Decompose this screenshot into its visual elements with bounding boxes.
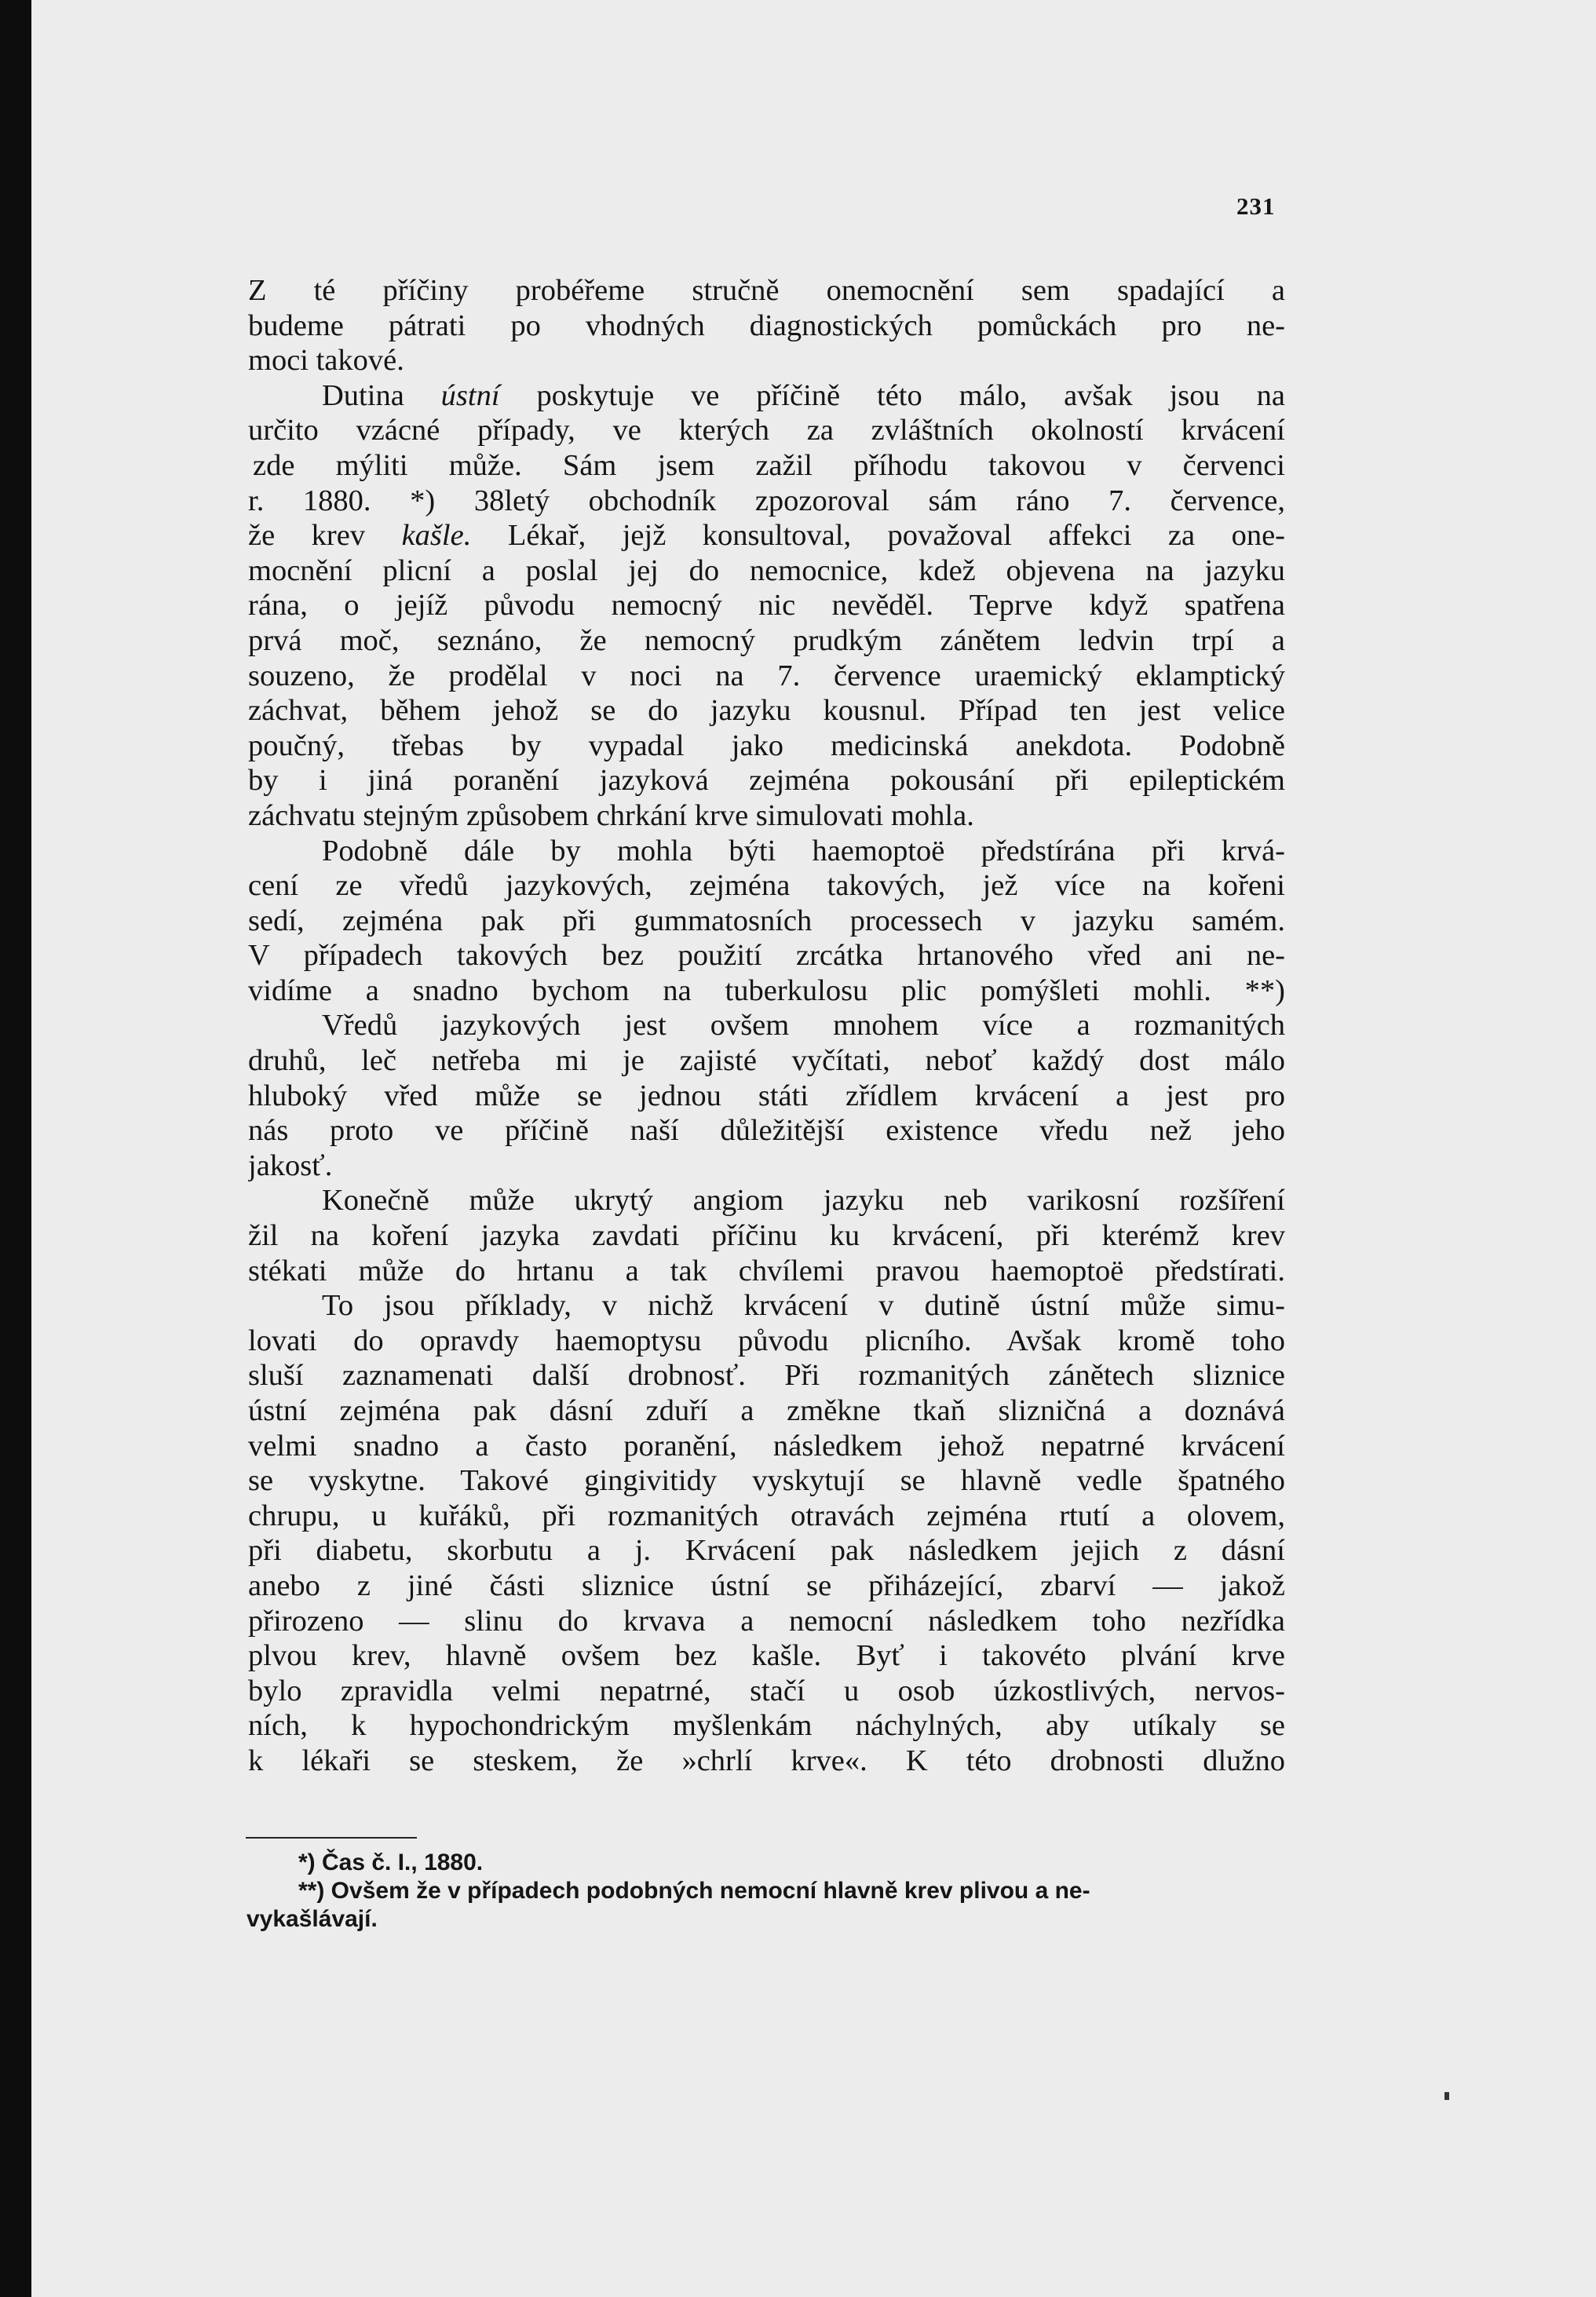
text-line: poučný, třebas by vypadal jako medicinská anekdota. Podobně bbox=[248, 729, 1285, 762]
text-line: Vředů jazykových jest ovšem mnohem více a rozmanitých bbox=[322, 1009, 1285, 1043]
footnote-rule bbox=[246, 1837, 417, 1839]
text-line: lovati do opravdy haemoptysu původu plicního. Avšak kromě toho bbox=[248, 1324, 1285, 1357]
text-fragment: Lékař, jejž konsultoval, považoval affekci za one- bbox=[507, 519, 1285, 553]
text-fragment: že krev bbox=[248, 519, 366, 553]
text-line: jakosť. bbox=[248, 1148, 333, 1182]
text-line: stékati může do hrtanu a tak chvílemi pravou haemoptoë předstírati. bbox=[248, 1254, 1285, 1287]
text-fragment: Dutina bbox=[322, 378, 404, 412]
text-line: rána, o jejíž původu nemocný nic nevěděl. Teprve když spatřena bbox=[248, 589, 1285, 623]
text-line: určito vzácné případy, ve kterých za zvláštních okolností krvácení bbox=[248, 414, 1285, 447]
text-line: sluší zaznamenati další drobnosť. Při rozmanitých zánětech sliznice bbox=[248, 1359, 1285, 1393]
text-line: záchvat, během jehož se do jazyku kousnul. Případ ten jest velice bbox=[248, 694, 1285, 728]
text-line: druhů, leč netřeba mi je zajisté vyčítati, neboť každý dost málo bbox=[248, 1044, 1285, 1078]
text-line: žil na koření jazyka zavdati příčinu ku krvácení, při kterémž krev bbox=[248, 1219, 1285, 1253]
text-line: záchvatu stejným způsobem chrkání krve simulovati mohla. bbox=[248, 798, 974, 832]
text-line: budeme pátrati po vhodných diagnostických pomůckách pro ne- bbox=[248, 309, 1285, 342]
page-number: 231 bbox=[1236, 192, 1276, 220]
text-line: přirozeno — slinu do krvava a nemocní následkem toho nezřídka bbox=[248, 1604, 1285, 1638]
footnote: **) Ovšem že v případech podobných nemocní hlavně krev plivou a ne- bbox=[298, 1878, 1090, 1904]
text-line: souzeno, že prodělal v noci na 7. července uraemický eklamptický bbox=[248, 659, 1285, 692]
text-line: se vyskytne. Takové gingivitidy vyskytují se hlavně vedle špatného bbox=[248, 1464, 1285, 1498]
text-line: Konečně může ukrytý angiom jazyku neb varikosní rozšíření bbox=[322, 1184, 1285, 1218]
text-line: vidíme a snadno bychom na tuberkulosu plic pomýšleti mohli. **) bbox=[248, 973, 1285, 1007]
text-line: prvá moč, seznáno, že nemocný prudkým zánětem ledvin trpí a bbox=[248, 623, 1285, 657]
text-line: moci takové. bbox=[248, 344, 404, 378]
text-line: ústní zejména pak dásní zduří a změkne tkaň slizničná a doznává bbox=[248, 1394, 1285, 1427]
text-line: při diabetu, skorbutu a j. Krvácení pak následkem jejich z dásní bbox=[248, 1534, 1285, 1568]
text-line bbox=[248, 378, 1285, 414]
text-line: To jsou příklady, v nichž krvácení v dutině ústní může simu- bbox=[322, 1289, 1285, 1323]
text-line: velmi snadno a často poranění, následkem jehož nepatrné krvácení bbox=[248, 1429, 1285, 1463]
text-line: bylo zpravidla velmi nepatrné, stačí u osob úzkostlivých, nervos- bbox=[248, 1674, 1285, 1707]
footnote-continuation: vykašlávají. bbox=[247, 1906, 378, 1932]
emphasis-ustni: ústní bbox=[440, 378, 500, 412]
text-line: nás proto ve příčině naší důležitější existence vředu než jeho bbox=[248, 1114, 1285, 1148]
text-line bbox=[248, 518, 1285, 553]
footnote: *) Čas č. I., 1880. bbox=[298, 1850, 484, 1875]
footnotes bbox=[247, 1849, 1284, 1934]
emphasis-kasle: kašle. bbox=[401, 519, 472, 553]
text-line: r. 1880. *) 38letý obchodník zpozoroval sám ráno 7. července, bbox=[248, 484, 1285, 517]
text-line: by i jiná poranění jazyková zejména pokousání při epileptickém bbox=[248, 764, 1285, 798]
text-line: anebo z jiné části sliznice ústní se přiházející, zbarví — jakož bbox=[248, 1568, 1285, 1602]
text-line: sedí, zejména pak při gummatosních processech v jazyku samém. bbox=[248, 904, 1285, 937]
text-line: plvou krev, hlavně ovšem bez kašle. Byť i takovéto plvání krve bbox=[248, 1639, 1285, 1673]
scan-speck bbox=[1444, 2092, 1449, 2100]
page-left-edge bbox=[0, 0, 31, 2297]
text-line: cení ze vředů jazykových, zejména takových, jež více na kořeni bbox=[248, 869, 1285, 903]
text-line: Podobně dále by mohla býti haemoptoë předstírána při krvá- bbox=[322, 834, 1285, 867]
text-line: V případech takových bez použití zrcátka hrtanového vřed ani ne- bbox=[248, 939, 1285, 973]
text-line: ních, k hypochondrickým myšlenkám náchylných, aby utíkaly se bbox=[248, 1709, 1285, 1743]
text-line: k lékaři se steskem, že »chrlí krve«. K této drobnosti dlužno bbox=[248, 1744, 1285, 1777]
text-line: hluboký vřed může se jednou státi zřídlem krvácení a jest pro bbox=[248, 1079, 1285, 1112]
text-fragment: poskytuje ve příčině této málo, avšak jsou na bbox=[536, 378, 1285, 412]
text-line: chrupu, u kuřáků, při rozmanitých otravách zejména rtutí a olovem, bbox=[248, 1499, 1285, 1532]
text-line: Z té příčiny probéřeme stručně onemocnění sem spadající a bbox=[248, 274, 1285, 307]
text-line: mocnění plicní a poslal jej do nemocnice, kdež objevena na jazyku bbox=[248, 553, 1285, 587]
text-line: zde mýliti může. Sám jsem zažil příhodu takovou v červenci bbox=[253, 448, 1285, 482]
body-text bbox=[248, 273, 1285, 1779]
